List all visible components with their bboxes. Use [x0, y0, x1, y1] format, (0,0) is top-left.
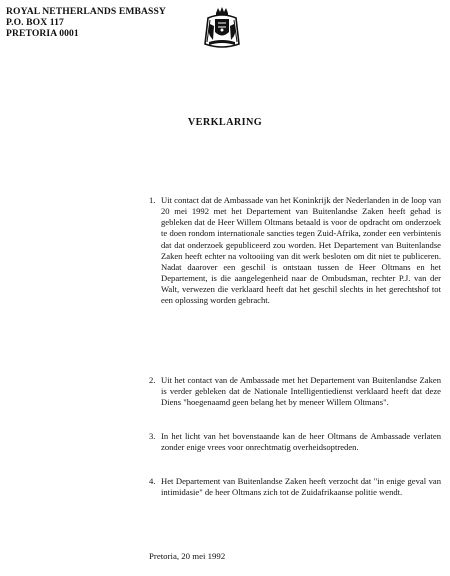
- item-number: 1.: [149, 195, 156, 205]
- royal-coat-of-arms-icon: [199, 4, 245, 50]
- item-text: Het Departement van Buitenlandse Zaken heeft verzocht dat "in enige geval van intimidasie" de heer Oltmans zich tot de Zuidafrikaanse politie wendt.: [161, 476, 441, 498]
- place-date: Pretoria, 20 mei 1992: [149, 551, 226, 561]
- statement-list: [149, 195, 441, 524]
- list-item: [149, 431, 441, 467]
- sender-po-box: P.O. BOX 117: [6, 17, 64, 28]
- sender-name: ROYAL NETHERLANDS EMBASSY: [6, 6, 166, 17]
- sender-city: PRETORIA 0001: [6, 28, 79, 39]
- item-text: In het licht van het bovenstaande kan de heer Oltmans de Ambassade verlaten zonder enige vrees voor onrechtmatig overheidsoptreden.: [161, 431, 441, 453]
- item-text: Uit contact dat de Ambassade van het Koninkrijk der Nederlanden in de loop van 20 mei 1992 met het Departement van Buitenlandse Zaken heeft gehad is gebleken dat de Heer Willem Oltmans betaald is voor de opdracht om onderzoek te doen rondom internationale sancties tegen Zuid-Afrika, zonder een verbintenis dat dat onderzoek gepubliceerd zou worden. Het Departement van Buitenlandse Zaken heeft echter na voltooiing van dit werk besloten om dit niet te publiceren. Nadat daarover een geschil is ontstaan tussen de Heer Oltmans en het Departement, is die aangelegenheid naar de Ombudsman, rechter P.J. van der Walt, verwezen die verklaard heeft dat het geschil slechts in het gerechtshof tot een oplossing worden gebracht.: [161, 195, 441, 306]
- list-item: [149, 195, 441, 363]
- item-number: 4.: [149, 476, 156, 486]
- sender-address: [6, 6, 166, 39]
- list-item: [149, 476, 441, 512]
- item-number: 2.: [149, 375, 156, 385]
- document-title: VERKLARING: [187, 117, 263, 128]
- item-text: Uit het contact van de Ambassade met het Departement van Buitenlandse Zaken is verder gebleken dat de Nationale Intelligentiedienst verklaard heeft dat deze Diens "hoegenaamd geen belang het by meneer Willem Oltmans".: [161, 375, 441, 408]
- item-number: 3.: [149, 431, 156, 441]
- list-item: [149, 375, 441, 421]
